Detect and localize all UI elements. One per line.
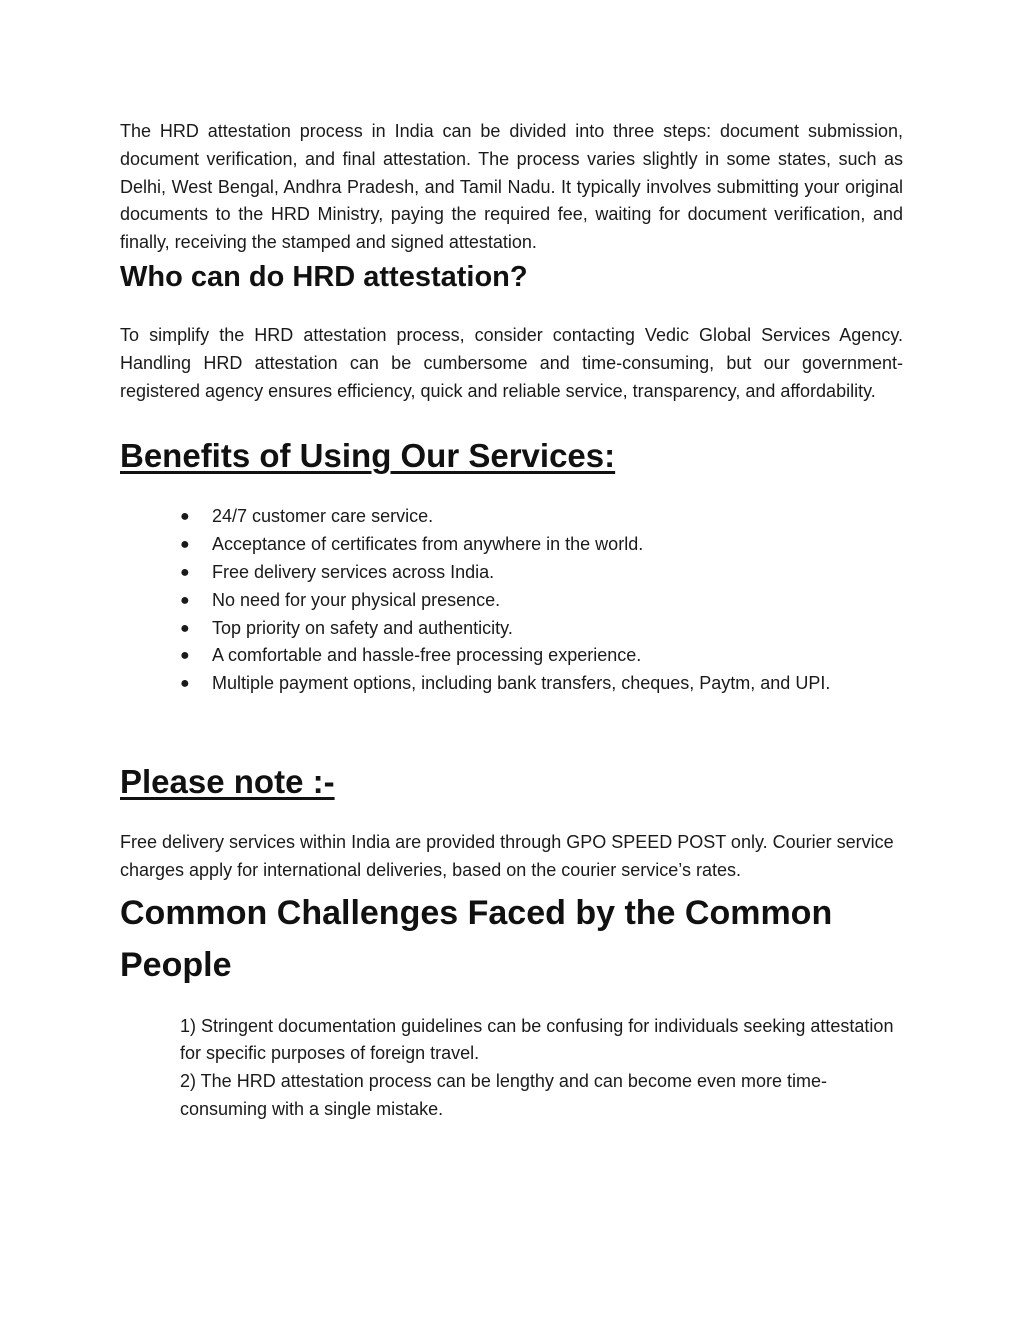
bullet-icon: ● bbox=[180, 563, 190, 581]
bullet-icon: ● bbox=[180, 675, 190, 693]
benefits-list bbox=[120, 503, 903, 698]
list-item: 2) The HRD attestation process can be lengthy and can become even more time-consuming with a single mistake. bbox=[180, 1071, 828, 1119]
list-item: ● A comfortable and hassle-free processing experience. bbox=[180, 642, 903, 670]
document-page bbox=[120, 118, 903, 1124]
bullet-icon: ● bbox=[180, 591, 190, 609]
list-item: ● 24/7 customer care service. bbox=[180, 503, 903, 531]
who-paragraph: To simplify the HRD attestation process, consider contacting Vedic Global Services Agency. Handling HRD attestation can be cumbersome and time-consuming, but our government-registered agency ensures efficiency, quick and reliable service, transparency, and affordability. bbox=[120, 324, 903, 401]
list-item: 1) Stringent documentation guidelines can be confusing for individuals seeking attestation for specific purposes of foreign travel. bbox=[180, 1015, 894, 1064]
list-item: ● No need for your physical presence. bbox=[180, 587, 903, 615]
challenges-heading: Common Challenges Faced by the Common People bbox=[120, 893, 833, 984]
bullet-icon: ● bbox=[180, 536, 190, 554]
intro-paragraph: The HRD attestation process in India can be divided into three steps: document submission, document verification, and final attestation. The process varies slightly in some states, such as Delhi, West Bengal, Andhra Pradesh, and Tamil Nadu. It typically involves submitting your original documents to the HRD Ministry, paying the required fee, waiting for document verification, and finally, receiving the stamped and signed attestation. bbox=[120, 121, 903, 253]
list-item: ● Top priority on safety and authenticity. bbox=[180, 615, 903, 643]
note-heading: Please note :- bbox=[120, 762, 335, 800]
who-heading: Who can do HRD attestation? bbox=[120, 260, 528, 293]
bullet-icon: ● bbox=[180, 508, 190, 526]
list-item: ● Free delivery services across India. bbox=[180, 559, 903, 587]
challenges-list bbox=[120, 1013, 903, 1124]
bullet-icon: ● bbox=[180, 647, 190, 665]
list-item: ● Acceptance of certificates from anywhere in the world. bbox=[180, 531, 903, 559]
note-paragraph: Free delivery services within India are provided through GPO SPEED POST only. Courier service charges apply for international deliveries, based on the courier service’s rates. bbox=[120, 831, 894, 880]
benefits-heading: Benefits of Using Our Services: bbox=[120, 437, 616, 475]
bullet-icon: ● bbox=[180, 619, 190, 637]
list-item: ● Multiple payment options, including bank transfers, cheques, Paytm, and UPI. bbox=[180, 670, 903, 698]
